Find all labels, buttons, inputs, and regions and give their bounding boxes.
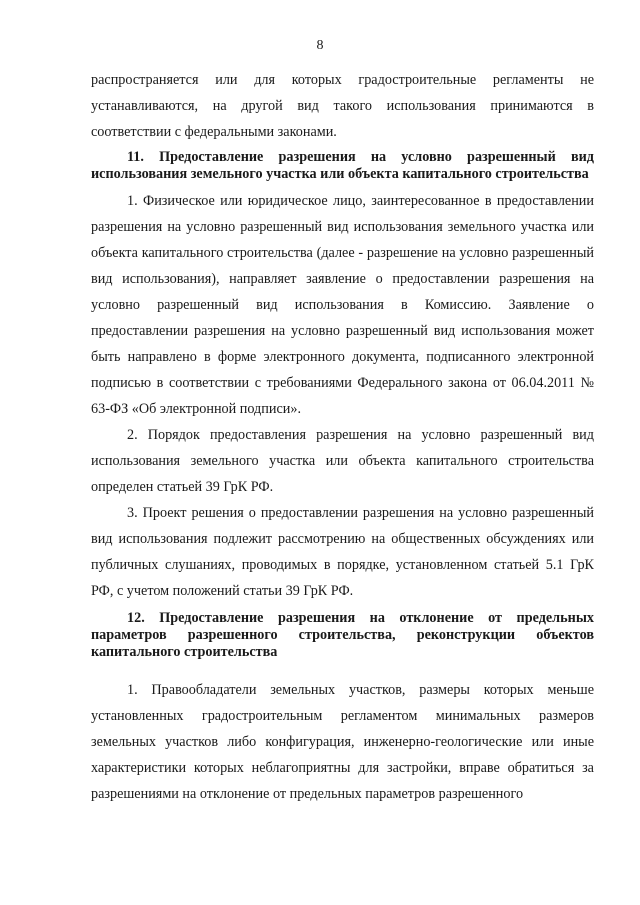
section-11-item-1: 1. Физическое или юридическое лицо, заинтересованное в предоставлении разрешения на условно разрешенный вид использования земельного участка или объекта капитального строительства (далее - разрешение на условно разрешенный вид использования), направляет заявление о предоставлении разрешения на условно разрешенный вид использования в Комиссию. Заявление о предоставлении разрешения на условно разрешенный вид использования может быть направлено в форме электронного документа, подписанного электронной подписью в соответствии с требованиями Федерального закона от 06.04.2011 № 63-ФЗ «Об электронной подписи». [91, 193, 594, 417]
section-12-item-1: 1. Правообладатели земельных участков, размеры которых меньше установленных градостроительным регламентом минимальных размеров земельных участков либо конфигурация, инженерно-геологические или иные характеристики которых неблагоприятны для застройки, вправе обратиться за разрешениями на отклонение от предельных параметров разрешенного [91, 682, 594, 802]
page-body [91, 67, 594, 807]
page-number: 8 [316, 38, 324, 53]
continuation-paragraph: распространяется или для которых градостроительные регламенты не устанавливаются, на другой вид такого использования принимаются в соответствии с федеральными законами. [91, 72, 594, 140]
section-11-heading: 11. Предоставление разрешения на условно разрешенный вид использования земельного участка или объекта капитального строительства [91, 149, 594, 182]
section-11-item-2: 2. Порядок предоставления разрешения на условно разрешенный вид использования земельного участка или объекта капитального строительства определен статьей 39 ГрК РФ. [91, 427, 594, 495]
section-12-heading: 12. Предоставление разрешения на отклонение от предельных параметров разрешенного строительства, реконструкции объектов капитального строительства [91, 610, 594, 660]
section-11-item-3: 3. Проект решения о предоставлении разрешения на условно разрешенный вид использования подлежит рассмотрению на общественных обсуждениях или публичных слушаниях, проводимых в порядке, установленном статьей 5.1 ГрК РФ, с учетом положений статьи 39 ГрК РФ. [91, 505, 594, 599]
